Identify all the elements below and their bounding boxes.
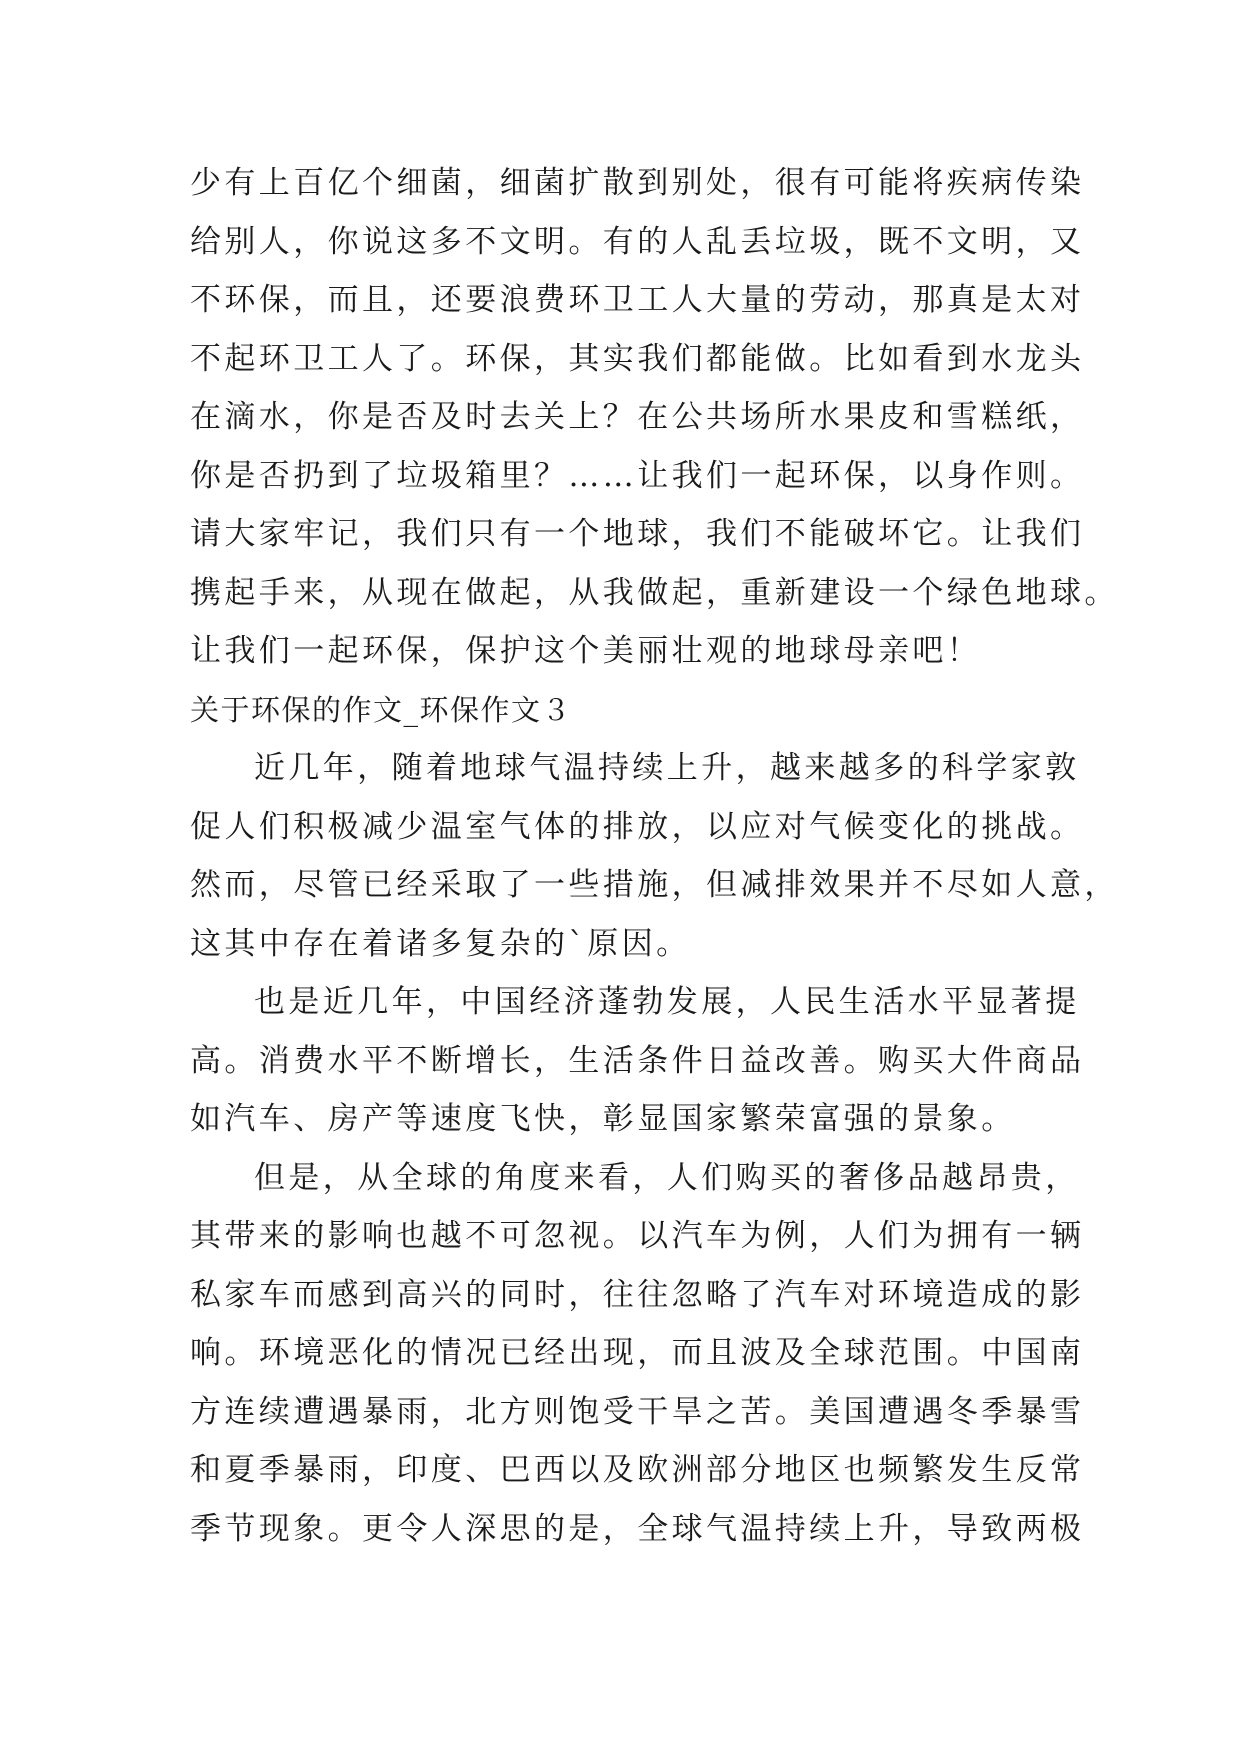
text-line: 高。消费水平不断增长，生活条件日益改善。购买大件商品: [190, 1042, 1085, 1079]
intro-paragraph: [190, 154, 1119, 681]
text-line: 促人们积极减少温室气体的排放，以应对气候变化的挑战。: [190, 808, 1085, 845]
text-line: 私家车而感到高兴的同时，往往忽略了汽车对环境造成的影: [190, 1276, 1085, 1313]
text-line: 让我们一起环保，保护这个美丽壮观的地球母亲吧！: [190, 633, 982, 669]
paragraph-1: [190, 739, 1119, 973]
text-line: 不起环卫工人了。环保，其实我们都能做。比如看到水龙头: [190, 340, 1085, 377]
section-title: 关于环保的作文_环保作文３: [190, 692, 573, 727]
text-line: 请大家牢记，我们只有一个地球，我们不能破坏它。让我们: [190, 516, 1085, 552]
text-line: 也是近几年，中国经济蓬勃发展，人民生活水平显著提: [254, 984, 1080, 1020]
text-line: 在滴水，你是否及时去关上？在公共场所水果皮和雪糕纸，: [190, 399, 1085, 435]
text-line: 和夏季暴雨，印度、巴西以及欧洲部分地区也频繁发生反常: [190, 1452, 1085, 1488]
paragraph-2: [190, 973, 1085, 1149]
text-line: 不环保，而且，还要浪费环卫工人大量的劳动，那真是太对: [190, 282, 1085, 318]
paragraph-3: [190, 1149, 1085, 1559]
text-line: 你是否扔到了垃圾箱里？……让我们一起环保，以身作则。: [190, 457, 1085, 494]
text-line: 但是，从全球的角度来看，人们购买的奢侈品越昂贵，: [254, 1159, 1080, 1196]
text-line: 如汽车、房产等速度飞快，彰显国家繁荣富强的景象。: [190, 1101, 1016, 1137]
text-line: 近几年，随着地球气温持续上升，越来越多的科学家敦: [254, 750, 1080, 786]
text-line: 其带来的影响也越不可忽视。以汽车为例，人们为拥有一辆: [190, 1218, 1085, 1254]
text-line: 携起手来，从现在做起，从我做起，重新建设一个绿色地球。: [190, 574, 1119, 611]
text-line: 给别人，你说这多不文明。有的人乱丢垃圾，既不文明，又: [190, 223, 1085, 260]
document-body: [190, 154, 1119, 1558]
text-line: 这其中存在着诸多复杂的`原因。: [190, 925, 691, 962]
text-line: 季节现象。更令人深思的是，全球气温持续上升，导致两极: [190, 1510, 1085, 1547]
text-line: 然而，尽管已经采取了一些措施，但减排效果并不尽如人意，: [190, 867, 1119, 903]
text-line: 响。环境恶化的情况已经出现，而且波及全球范围。中国南: [190, 1335, 1085, 1371]
text-line: 少有上百亿个细菌，细菌扩散到别处，很有可能将疾病传染: [190, 165, 1085, 201]
text-line: 方连续遭遇暴雨，北方则饱受干旱之苦。美国遭遇冬季暴雪: [190, 1393, 1085, 1430]
